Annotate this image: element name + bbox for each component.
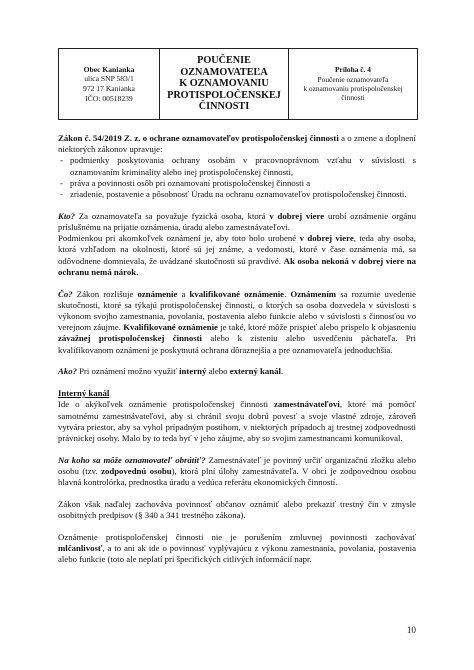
title-line-4: PROTISPOLOČENSKEJ xyxy=(167,89,281,101)
org-ico: IČO: 00518239 xyxy=(85,93,133,103)
document-body xyxy=(58,133,416,566)
text-run: Podmienkou pri akomkoľvek oznámení je, aby toto bolo urobené xyxy=(58,233,300,244)
how-paragraph xyxy=(58,366,416,377)
bold-run: Ak osoba nekoná v dobrej viere na ochranu nemá nárok xyxy=(58,255,416,277)
bold-run: oznámenie xyxy=(137,288,178,299)
list-item: - zriadenie, postavenie a pôsobnosť Úradu na ochranu oznamovateľov protispoločenskej činnosti. xyxy=(58,189,416,200)
text-run: Ide o akýkoľvek oznámenie protispoločenskej činnosti xyxy=(58,399,274,410)
text-run: Za oznamovateľa sa považuje fyzická osoba, ktorá xyxy=(75,210,270,221)
bold-run: Kvalifikované oznámenie xyxy=(123,322,218,333)
confidentiality-paragraph xyxy=(58,532,416,566)
text-run: alebo xyxy=(206,366,230,377)
text-run: alebo k zisteniu alebo usvedčeniu páchateľa. Pri kvalifikovanom oznámení je poskytnutá ochrana dôraznejšia a pre oznamovateľa jednoduchšia. xyxy=(58,333,416,355)
annex-number: Príloha č. 4 xyxy=(335,65,371,75)
text-run: . xyxy=(284,288,291,299)
header-annex-cell xyxy=(289,49,417,119)
bold-run: v dobrej viere xyxy=(269,210,325,221)
header-table xyxy=(58,48,418,120)
bold-run: mlčanlivosť xyxy=(58,543,103,554)
internal-channel-heading xyxy=(58,388,416,399)
good-faith-paragraph xyxy=(58,233,416,278)
whom-question: Na koho sa môže oznamovateľ obrátiť? xyxy=(58,454,206,465)
text-run: , a to ani ak ide o povinnosť vyplývajúcu z výkonu zamestnania, povolania, postavenia alebo funkcie (toto ale neplatí pri špecifických citlivých informácií napr. xyxy=(58,543,416,565)
text-run: Zamestnávateľ je povinný určiť organizačnú zložku alebo osobu (tzv. xyxy=(58,454,416,477)
title-line-2: OZNAMOVATEĽA xyxy=(180,66,268,78)
text-run: Oznámenie protispoločenskej činnosti nie je porušením zmluvnej povinnosti zachovávať xyxy=(58,532,416,543)
title-line-3: K OZNAMOVANIU xyxy=(179,78,269,90)
org-city: 972 17 Kanianka xyxy=(83,84,135,93)
title-line-1: POUČENIE xyxy=(197,55,251,67)
bold-run: interný xyxy=(179,366,207,377)
who-question: Kto? xyxy=(58,210,76,221)
text-run: Pri oznámení možno využiť xyxy=(76,366,180,377)
org-street: ulica SNP 583/1 xyxy=(84,74,134,84)
law-intro-paragraph xyxy=(58,133,416,155)
annex-line-3: činnosti xyxy=(341,93,365,103)
who-paragraph xyxy=(58,211,416,233)
text-run: , ktoré má pomôcť samotnému zamestnávateľovi, aby si chránil svoju dobrú povesť a svoje vlastné zdroje, zároveň vytvára priestor, aby sa vyhol prípadným postihom, v niektorých prípadoch aj trestnej zodpovednosti právnickej osoby. Malo by to teda byť v jeho záujme, aby so svojim zamestnancami komunikoval. xyxy=(58,399,416,444)
header-org-cell xyxy=(59,49,160,119)
bold-run: Oznámením xyxy=(290,288,337,299)
bold-run: kvalifikované oznámenie xyxy=(189,288,285,299)
law-intro-text: a o zmene a doplnení niektorých zákonov upravuje: xyxy=(58,133,416,155)
how-question: Ako? xyxy=(58,366,77,377)
annex-line-1: Poučenie oznamovateľa xyxy=(317,74,389,84)
bold-run: zodpovednú osobu xyxy=(101,466,172,477)
list-item: - práva a povinnosti osôb pri oznamovaní protispoločenskej činnosti a xyxy=(58,178,416,189)
text-run: urobí oznámenie orgánu príslušnému na prijatie oznámenia, úradu alebo zamestnávateľovi. xyxy=(58,210,416,233)
section-heading: Interný kanál xyxy=(58,388,110,399)
what-paragraph xyxy=(58,289,416,356)
criminal-duty-paragraph: Zákon však naďalej zachováva povinnosť občanov oznámiť alebo prekaziť trestný čin v zmysle osobitných predpisov (§ 340 a 341 trestného zákona). xyxy=(58,499,416,521)
page-number: 10 xyxy=(406,625,416,635)
text-run: , teda aby osoba, ktorá vzhľadom na okolnosti, ktoré sú jej známe, a vedomosti, ktoré v čase oznámenia má, sa odôvodnene domnievala, že uvádzané skutočnosti sú pravdivé. xyxy=(58,233,416,266)
text-run: a xyxy=(177,288,190,299)
text-run: je také, ktoré môže prispieť alebo prispelo k objasneniu xyxy=(217,322,417,333)
what-question: Čo? xyxy=(58,288,73,299)
law-scope-list xyxy=(58,155,416,200)
internal-channel-paragraph xyxy=(58,399,416,444)
text-run: ), ktorá plní úlohy zamestnávateľa. V obci je zodpovednou osobou hlavná kontrolórka, prednostka úradu a vedúca referátu ekonomických činností. xyxy=(58,466,416,488)
annex-line-2: k oznamovaniu protispoločenskej xyxy=(303,84,403,93)
bold-run: v dobrej viere xyxy=(299,233,354,244)
list-item: - podmienky poskytovania ochrany osobám v pracovnoprávnom vzťahu v súvislosti s oznamovaním kriminality alebo inej protispoločenskej činnosti, xyxy=(58,155,416,177)
header-title-cell xyxy=(160,49,289,119)
text-run: Zákon rozlišuje xyxy=(72,288,138,299)
title-line-5: ČINNOSTI xyxy=(198,101,250,113)
text-run: . xyxy=(136,266,139,277)
bold-run: závažnej protispoločenskej činnosti xyxy=(58,333,202,344)
responsible-person-paragraph xyxy=(58,455,416,489)
bold-run: externý kanál xyxy=(229,366,281,377)
law-title: Zákon č. 54/2019 Z. z. o ochrane oznamovateľov protispoločenskej činnosti xyxy=(58,133,339,143)
bold-run: zamestnávateľovi xyxy=(273,399,340,410)
text-run: sa rozumie uvedenie skutočnosti, ktoré sa týkajú protispoločenskej činnosti, o ktorých sa osoba dozvedela v súvislosti s výkonom svojho zamestnania, povolania, postavenia alebo funkcie alebo v súvislosti s činnosťou vo verejnom záujme. xyxy=(58,288,417,333)
text-run: . xyxy=(280,366,284,377)
org-name: Obec Kanianka xyxy=(83,64,135,74)
